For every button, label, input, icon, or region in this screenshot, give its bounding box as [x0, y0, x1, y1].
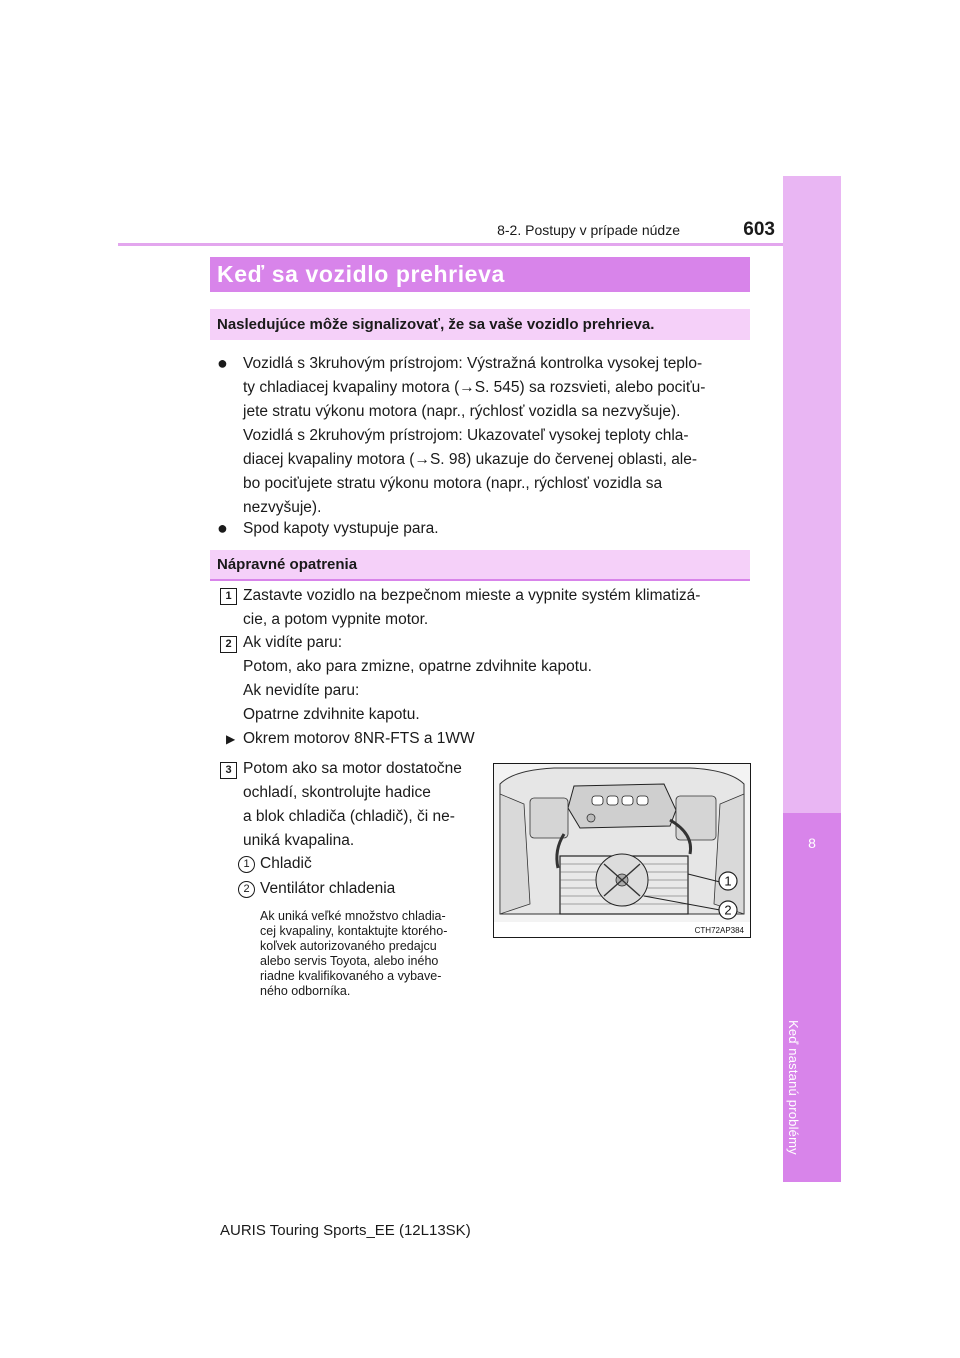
text-line: Ak vidíte paru: [243, 634, 343, 651]
bullet-text-steam [243, 517, 746, 541]
text-line: bo pociťujete stratu výkonu motora (napr., rýchlosť vozidla sa [243, 475, 663, 492]
header-rule [118, 243, 783, 246]
text-line: ochladí, skontrolujte hadice [243, 784, 431, 801]
text-line: cie, a potom vypnite motor. [243, 611, 429, 628]
text-line: uniká kvapalina. [243, 832, 355, 849]
text-line: riadne kvalifikovaného a vybave- [260, 969, 442, 983]
text-line: jete stratu výkonu motora (napr., rýchlosť vozidla sa nezvyšuje). [243, 403, 681, 420]
chapter-number: 8 [808, 835, 816, 851]
text-line: Ak nevidíte paru: [243, 682, 360, 699]
engine-bay-illustration [493, 763, 751, 938]
text-line: Potom, ako para zmizne, opatrne zdvihnite kapotu. [243, 658, 592, 675]
step-2-text [243, 631, 746, 679]
footer-model: AURIS Touring Sports_EE (12L13SK) [220, 1222, 471, 1239]
step-3-text [243, 757, 477, 853]
bullet-dot: ● [217, 518, 228, 538]
step-number-1: 1 [220, 588, 237, 605]
triangle-bullet-icon: ▶ [226, 732, 236, 746]
step-2-text-alt [243, 679, 746, 727]
page-title: Keď sa vozidlo prehrieva [210, 257, 750, 292]
text-line: Vozidlá s 2kruhovým prístrojom: Ukazovateľ vysokej teploty chla- [243, 427, 689, 444]
engine-note: Okrem motorov 8NR-FTS a 1WW [243, 730, 475, 747]
text-line: Zastavte vozidlo na bezpečnom mieste a vypnite systém klimatizá- [243, 587, 701, 604]
text-line: Potom ako sa motor dostatočne [243, 760, 462, 777]
step-number-2: 2 [220, 636, 237, 653]
figure-callout-1: 1 [724, 873, 732, 889]
page-number: 603 [743, 219, 775, 240]
text-line: Opatrne zdvihnite kapotu. [243, 706, 420, 723]
signs-heading: Nasledujúce môže signalizovať, že sa vaše vozidlo prehrieva. [210, 309, 750, 340]
legend-number: 1 [238, 856, 255, 873]
warning-note [260, 909, 486, 999]
text-line: ty chladiacej kvapaliny motora (→S. 545) sa rozsvieti, alebo pociťu- [243, 379, 706, 396]
text-line: alebo servis Toyota, alebo iného [260, 954, 439, 968]
text-line: koľvek autorizovaného predajcu [260, 939, 437, 953]
step-number-3: 3 [220, 762, 237, 779]
figure-callout-2: 2 [724, 902, 732, 918]
text-line: Vozidlá s 3kruhovým prístrojom: Výstražná kontrolka vysokej teplo- [243, 355, 703, 372]
text-line: Spod kapoty vystupuje para. [243, 520, 439, 537]
remedies-heading: Nápravné opatrenia [210, 550, 750, 581]
legend-label-fan: Ventilátor chladenia [260, 880, 396, 897]
chapter-title: Keď nastanú problémy [786, 1020, 801, 1155]
figure-code: CTH72AP384 [694, 926, 744, 935]
bullet-dot: ● [217, 353, 228, 373]
text-line: a blok chladiča (chladič), či ne- [243, 808, 455, 825]
bullet-text-overheat [243, 352, 746, 520]
legend-number: 2 [238, 881, 255, 898]
text-line: nezvyšuje). [243, 499, 322, 516]
legend-label-radiator: Chladič [260, 855, 312, 872]
step-1-text [243, 584, 746, 632]
text-line: cej kvapaliny, kontaktujte ktorého- [260, 924, 448, 938]
text-line: diacej kvapaliny motora (→S. 98) ukazuje do červenej oblasti, ale- [243, 451, 698, 468]
text-line: Ak uniká veľké množstvo chladia- [260, 909, 446, 923]
engine-bay-drawing [494, 764, 750, 937]
section-title: 8-2. Postupy v prípade núdze [497, 222, 680, 238]
text-line: ného odborníka. [260, 984, 351, 998]
